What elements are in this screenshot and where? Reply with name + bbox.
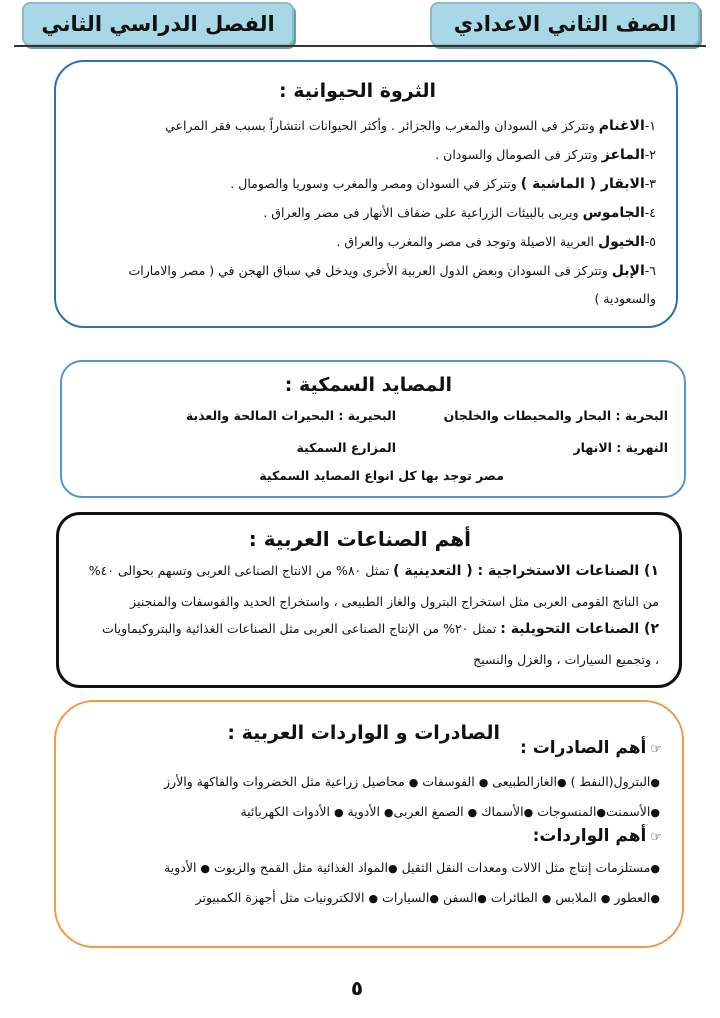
hand-pointer-icon: ☞ xyxy=(650,830,662,845)
list-item-continuation: والسعودية ) xyxy=(594,291,656,306)
fisheries-section xyxy=(60,360,686,498)
trade-section xyxy=(54,700,684,948)
exports-heading: ☞أهم الصادرات : xyxy=(519,738,662,758)
list-item: ٥-الخيول العربية الاصيلة وتوجد فى مصر والمغرب والعراق . xyxy=(336,234,656,250)
list-item: ٢-الماعز وتتركز فى الصومال والسودان . xyxy=(435,147,656,163)
list-item: ٦-الإبل وتتركز فى السودان وبعض الدول العربية الأخرى ويدخل في سباق الهجن في ( مصر والامارات xyxy=(128,263,656,279)
manufacturing-continuation: ، وتجميع السيارات ، والغزل والنسيج xyxy=(473,652,659,667)
imports-heading: ☞أهم الواردات: xyxy=(532,826,662,846)
grade-label: الصف الثاني الاعدادي xyxy=(453,12,677,36)
list-item: ٣-الابقار ( الماشية ) وتتركز في السودان ومصر والمغرب وسوريا والصومال . xyxy=(230,176,656,192)
grade-tab xyxy=(430,2,700,46)
river-fisheries: النهرية : الانهار xyxy=(573,440,668,455)
list-item: ١-الاغنام وتتركز فى السودان والمغرب والجزائر . وأكثر الحيوانات انتشاراً بسبب فقر المراعي xyxy=(165,118,656,134)
extractive-continuation: من الناتج القومى العربى مثل استخراج البترول والغاز الطبيعى ، واستخراج الحديد والفوسفات والمنجنيز xyxy=(130,594,659,609)
fisheries-note: مصر توجد بها كل انواع المصايد السمكية xyxy=(259,468,504,483)
industries-title: أهم الصناعات العربية : xyxy=(248,527,471,551)
exports-line-2: ●الأسمنت●المنسوجات ●الأسماك ● الصمغ العربى● الأدوية ● الأدوات الكهربائية xyxy=(240,804,660,819)
imports-line-1: ●مستلزمات إنتاج مثل الالات ومعدات النقل الثقيل ●المواد الغذائية مثل القمح والزيوت ● الأدوية xyxy=(164,860,660,875)
industries-section xyxy=(56,512,682,688)
imports-line-2: ●العطور ● الملابس ● الطائرات ●السفن ●السيارات ● الالكترونيات مثل أجهزة الكمبيوتر xyxy=(195,890,660,905)
fisheries-title: المصايد السمكية : xyxy=(284,374,452,396)
header-divider xyxy=(14,45,706,47)
livestock-title: الثروة الحيوانية : xyxy=(278,80,436,102)
extractive-industries: ١) الصناعات الاستخراجية : ( التعدينية ) تمثل ٨٠% من الانتاج الصناعى العربى وتسهم بحوالى ٤٠% xyxy=(88,563,659,579)
livestock-section xyxy=(54,60,678,328)
page-number: ٥ xyxy=(350,976,364,1000)
hand-pointer-icon: ☞ xyxy=(650,742,662,757)
trade-title: الصادرات و الواردات العربية : xyxy=(227,722,500,744)
marine-fisheries: البحرية : البحار والمحيطات والخلجان xyxy=(443,408,668,423)
list-item: ٤-الجاموس ويربى بالبيئات الزراعية على ضفاف الأنهار فى مصر والعراق . xyxy=(263,205,656,221)
exports-line-1: ●البترول(النفط ) ●الغازالطبيعى ● الفوسفات ● محاصيل زراعية مثل الخضروات والفاكهة والأرز xyxy=(164,774,660,789)
term-label: الفصل الدراسي الثاني xyxy=(41,12,275,36)
fish-farms: المزارع السمكية xyxy=(296,440,396,455)
lake-fisheries: البحيرية : البحيرات المالحة والعذبة xyxy=(185,408,396,423)
term-tab xyxy=(22,2,294,46)
manufacturing-industries: ٢) الصناعات التحويلية : تمثل ٢٠% من الإنتاج الصناعى العربى مثل الصناعات الغذائية والبتروكيماويات xyxy=(102,621,659,637)
